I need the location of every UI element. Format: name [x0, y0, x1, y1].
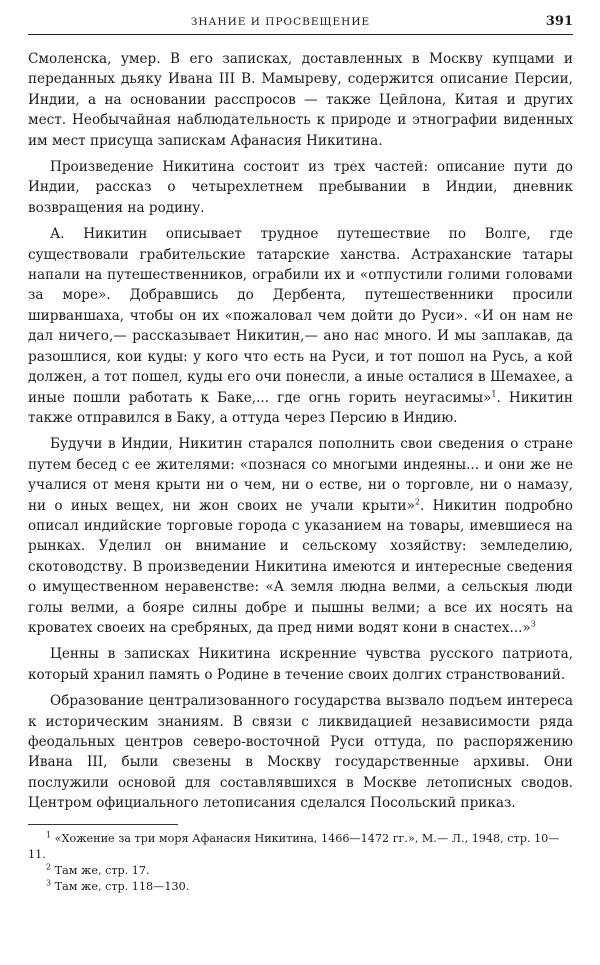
footnote-ref: 1: [491, 388, 497, 398]
footnote-mark: 3: [46, 877, 52, 887]
paragraph-text: А. Никитин описывает трудное путешествие по Волге, где существовали грабительские татарские ханства. Астраханские татары напали на путешественников, ограбили их и «отпустили голими головами за море». Добравшись до Дербента, путешественники просили ширваншаха, чтобы он их «пожаловал чем дойти до Руси». «И он нам не дал ничего,— рассказывает Никитин,— ано нас много. И мы заплакав, да разошлися, кои куды: у кого что есть на Руси, и тот пошол на Русь, а кой должен, а тот пошел, куды его очи понесли, а иные осталися в Шемахее, а иные пошли работать к Баке,... где огнь горить неугасимы»: [28, 226, 573, 406]
paragraph-text: . Никитин также отправился в Баку, а оттуда через Персию в Индию.: [28, 389, 573, 426]
paragraph: [28, 49, 573, 151]
paragraph-text: Произведение Никитина состоит из трех частей: описание пути до Индии, рассказ о четырехлетнем пребывании в Индии, дневник возвращения на родину.: [28, 159, 573, 216]
paragraph-text: Смоленска, умер. В его записках, доставленных в Москву купцами и переданных дьяку Ивана III В. Мамыреву, содержится описание Персии, Индии, а на основании расспросов — также Цейлона, Китая и других мест. Необычайная наблюдательность к природе и этнографии виденных им мест присуща запискам Афанасия Никитина.: [28, 51, 573, 149]
footnote-text: Там же, стр. 118—130.: [51, 879, 190, 893]
footnote-mark: 1: [46, 829, 52, 839]
paragraph: [28, 691, 573, 813]
footnote-ref: 3: [530, 619, 536, 629]
footnote-ref: 2: [414, 497, 421, 506]
page-header: [28, 12, 573, 35]
footnote-text: «Хожение за три моря Афанасия Никитина, 1466—1472 гг.», М.— Л., 1948, стр. 10—11.: [28, 831, 560, 861]
footnote-text: Там же, стр. 17.: [51, 863, 150, 877]
footnote: [28, 831, 573, 863]
paragraph-text: Образование централизованного государства вызвало подъем интереса к историческим знаниям. В связи с ликвидацией независимости ряда феодальных центров северо-восточной Руси оттуда, по распоряжению Ивана III, были свезены в Москву государственные архивы. Они послужили основой для составлявшихся в Москве летописных сводов. Центром официального летописания сделался Посольский приказ.: [28, 693, 573, 812]
footnotes: [28, 831, 573, 895]
paragraph: [28, 434, 573, 638]
book-page: [28, 12, 573, 895]
paragraph: [28, 157, 573, 218]
footnote-mark: 2: [46, 861, 52, 871]
main-text: [28, 49, 573, 814]
paragraph: [28, 224, 573, 428]
running-title: ЗНАНИЕ И ПРОСВЕЩЕНИЕ: [190, 16, 371, 28]
footnote-divider: [28, 824, 178, 825]
paragraph-text: Ценны в записках Никитина искренние чувства русского патриота, который хранил память о Родине в течение своих долгих странствований.: [28, 646, 573, 683]
footnote: [28, 863, 573, 879]
paragraph-text: Будучи в Индии, Никитин старался пополнить свои сведения о стране путем бесед с ее жителями: «познася со многыми индеяны... и они же не учалися от меня крыти ни о чем, ни о естве, ни о торговле, ни о намазу, ни о иных вещех, ни жон своих не учали крыти»: [28, 436, 573, 514]
paragraph-text: . Никитин подробно описал индийские торговые города с указанием на товары, имевшиеся на рынках. Уделил он внимание и сельскому хозяйству: земледелию, скотоводству. В произведении Никитина имеются и интересные сведения о имущественном неравенстве: «А земля людна велми, а сельскыя люди голы велми, а бояре силны добре и пышны велми; а все их носять на кроватех своеих на сребряных, да пред ними водят кони в снастех...»: [28, 497, 573, 636]
page-number: 391: [545, 14, 573, 29]
paragraph: [28, 644, 573, 685]
footnote: [28, 879, 573, 895]
